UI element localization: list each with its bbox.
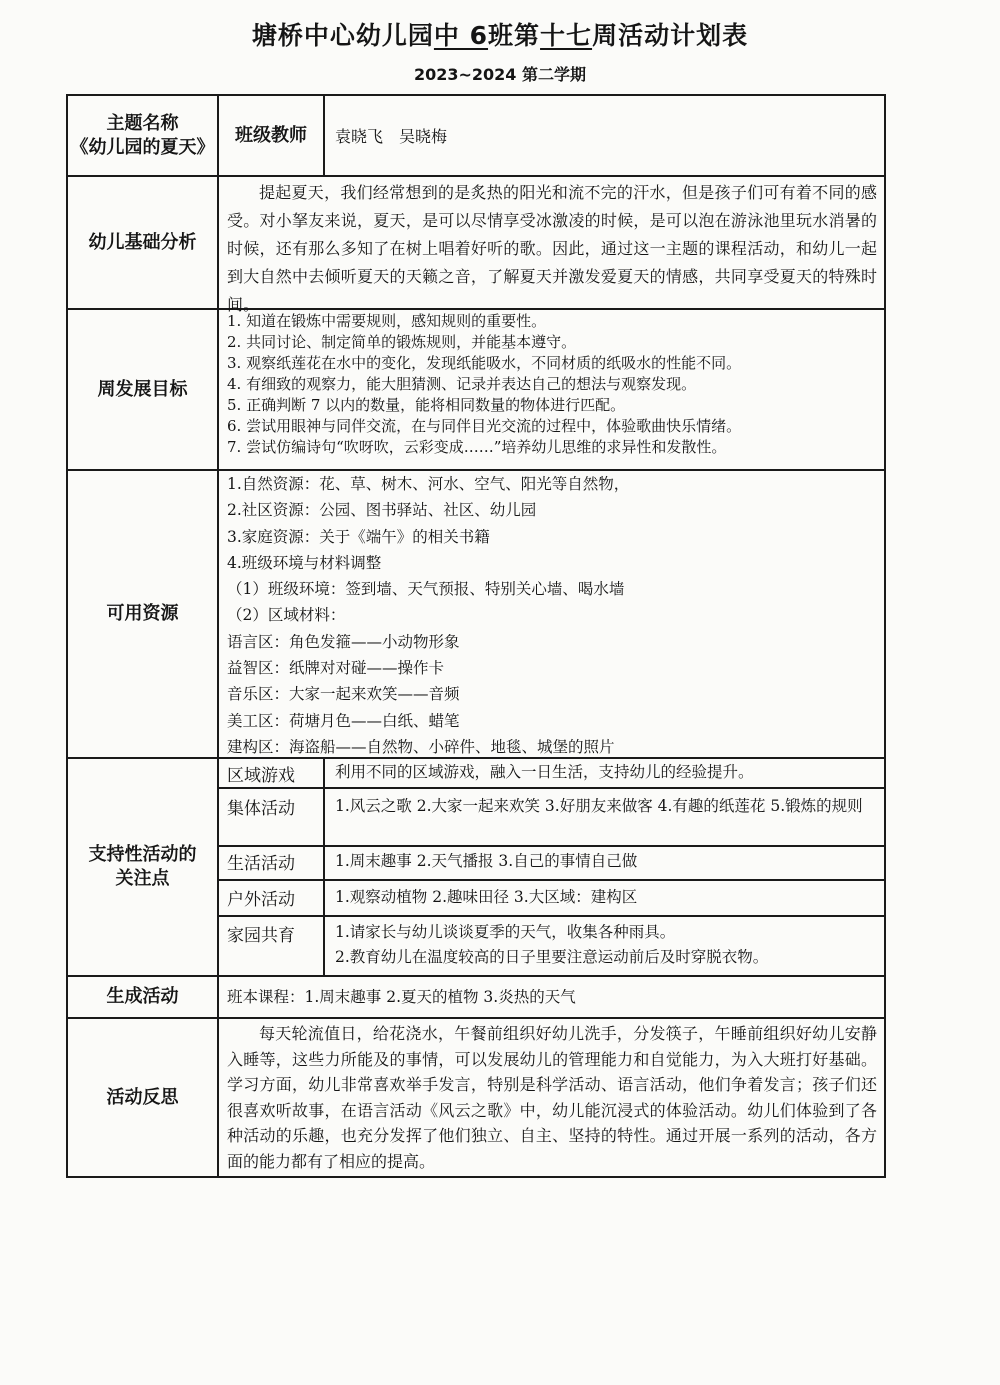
analysis-text: 提起夏天，我们经常想到的是炙热的阳光和流不完的汗水，但是孩子们可有着不同的感受。对小拏友来说，夏天，是可以尽情享受冰激凌的时候，是可以泡在游泳池里玩水消暑的时候，还有那么多知了在树上唱着好听的歌。因此，通过这一主题的课程活动，和幼儿一起到大自然中去倾听夏天的天籁之音，了解夏天并激发爱夏天的情感，共同享受夏天的特殊时间。 xyxy=(227,183,877,314)
resources-list xyxy=(227,471,882,757)
support-row-text: 1.周末趣事 2.天气播报 3.自己的事情自己做 xyxy=(335,852,638,870)
support-row-text: 1.风云之歌 2.大家一起来欢笑 3.好朋友来做客 4.有趣的纸莲花 5.锻炼的规则 xyxy=(335,797,863,815)
theme-label: 主题名称 xyxy=(106,112,179,134)
resource-item: 建构区：海盗船——自然物、小碎件、地毯、城堡的照片 xyxy=(227,737,615,756)
title-mid: 班第 xyxy=(488,21,541,50)
goals-list xyxy=(227,311,882,468)
resource-item: 4.班级环境与材料调整 xyxy=(227,553,382,572)
resource-item: 美工区：荷塘月色——白纸、蜡笔 xyxy=(227,711,460,730)
title-end: 周活动计划表 xyxy=(592,21,749,50)
goals-label: 周发展目标 xyxy=(97,378,188,400)
goal-item: 7. 尝试仿编诗句“吹呀吹，云彩变成……”培养幼儿思维的求异性和发散性。 xyxy=(227,438,727,456)
support-row-name: 户外活动 xyxy=(227,890,295,910)
page-subtitle: 2023~2024 第二学期 xyxy=(413,65,587,84)
teacher-label: 班级教师 xyxy=(235,124,307,146)
support-row-name: 家园共育 xyxy=(227,926,295,946)
resource-item: 语言区：角色发箍——小动物形象 xyxy=(227,632,460,651)
generated-text: 班本课程：1.周末趣事 2.夏天的植物 3.炎热的天气 xyxy=(227,988,576,1006)
resources-label: 可用资源 xyxy=(106,603,179,624)
resource-item: 1.自然资源：花、草、树木、河水、空气、阳光等自然物， xyxy=(227,475,630,493)
theme-label-cell xyxy=(68,96,217,175)
resource-item: 益智区：纸牌对对碰——操作卡 xyxy=(227,659,445,678)
analysis-label: 幼儿基础分析 xyxy=(88,231,197,253)
goal-item: 1. 知道在锻炼中需要规则，感知规则的重要性。 xyxy=(227,312,547,330)
support-label-line2: 关注点 xyxy=(115,868,170,889)
support-row-name: 生活活动 xyxy=(227,854,295,874)
generated-label: 生成活动 xyxy=(106,986,179,1007)
reflection-text: 每天轮流值日，给花浇水，午餐前组织好幼儿洗手，分发筷子，午睡前组织好幼儿安静入睡等，这些力所能及的事情，可以发展幼儿的管理能力和自觉能力，为入大班打好基础。学习方面，幼儿非常喜欢举手发言，特别是科学活动、语言活动，他们争着发言；孩子们还很喜欢听故事，在语言活动《风云之歌》中，幼儿能沉浸式的体验活动。幼儿们体验到了各种活动的乐趣，也充分发挥了他们独立、自主、坚持的特性。通过开展一系列的活动，各方面的能力都有了相应的提高。 xyxy=(227,1024,877,1171)
support-label xyxy=(68,759,217,975)
title-class: 中 6 xyxy=(433,21,489,50)
support-row-text: 1.观察动植物 2.趣味田径 3.大区域：建构区 xyxy=(335,888,638,906)
resource-item: （2）区域材料： xyxy=(227,606,346,625)
goal-item: 4. 有细致的观察力，能大胆猜测、记录并表达自己的想法与观察发现。 xyxy=(227,375,697,393)
page-title xyxy=(0,16,1000,52)
title-school: 塘桥中心幼儿园 xyxy=(251,21,434,50)
support-label-line1: 支持性活动的 xyxy=(88,844,197,865)
support-row-name: 区域游戏 xyxy=(227,766,295,786)
resource-item: 3.家庭资源：关于《端午》的相关书籍 xyxy=(227,527,490,546)
goal-item: 3. 观察纸莲花在水中的变化，发现纸能吸水，不同材质的纸吸水的性能不同。 xyxy=(227,354,742,372)
goal-item: 6. 尝试用眼神与同伴交流，在与同伴目光交流的过程中，体验歌曲快乐情绪。 xyxy=(227,417,742,435)
support-row-text xyxy=(335,920,880,975)
goal-item: 5. 正确判断 7 以内的数量，能将相同数量的物体进行匹配。 xyxy=(227,396,626,414)
support-row-text: 利用不同的区域游戏，融入一日生活，支持幼儿的经验提升。 xyxy=(335,763,754,781)
teacher-names: 袁晓飞 吴晓梅 xyxy=(335,127,448,146)
title-week: 十七 xyxy=(540,21,593,50)
home-coop-line: 1.请家长与幼儿谈谈夏季的天气，收集各种雨具。 xyxy=(335,923,676,941)
reflection-label: 活动反思 xyxy=(106,1086,179,1108)
resource-item: 音乐区：大家一起来欢笑——音频 xyxy=(227,685,460,704)
support-row-name: 集体活动 xyxy=(227,799,295,819)
theme-name: 《幼儿园的夏天》 xyxy=(70,136,215,158)
home-coop-line: 2.教育幼儿在温度较高的日子里要注意运动前后及时穿脱衣物。 xyxy=(335,948,769,966)
resource-item: （1）班级环境：签到墙、天气预报、特别关心墙、喝水墙 xyxy=(227,580,625,599)
resource-item: 2.社区资源：公园、图书驿站、社区、幼儿园 xyxy=(227,501,537,520)
goal-item: 2. 共同讨论、制定简单的锻炼规则，并能基本遵守。 xyxy=(227,333,577,351)
